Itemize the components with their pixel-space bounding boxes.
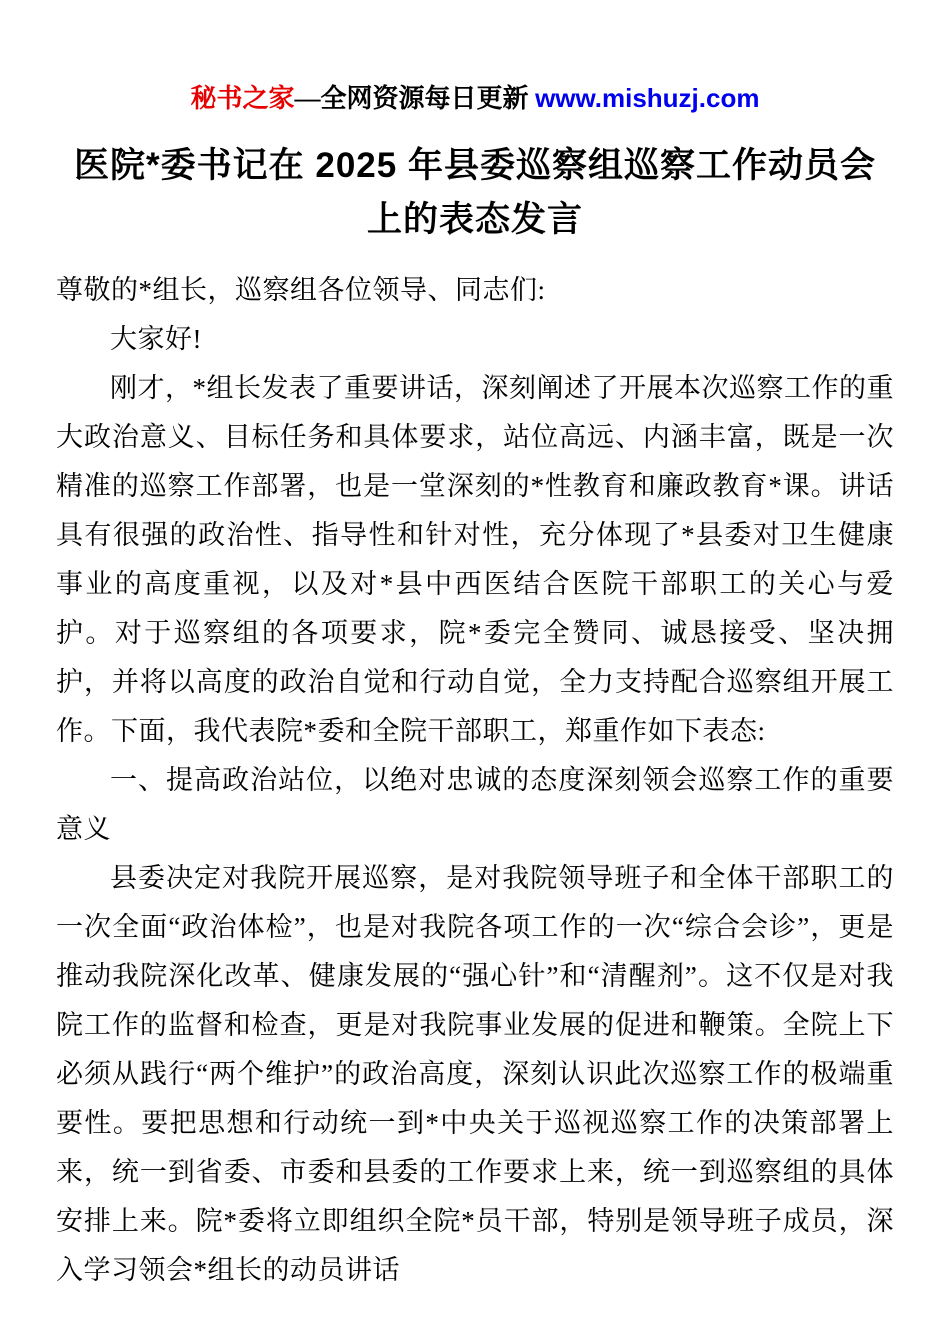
section-heading-1: 一、提高政治站位，以绝对忠诚的态度深刻领会巡察工作的重要意义 — [56, 764, 894, 844]
paragraph-greeting: 大家好! — [110, 323, 202, 354]
paragraph-salutation: 尊敬的*组长，巡察组各位领导、同志们: — [56, 274, 546, 305]
paragraph-body-1: 刚才，*组长发表了重要讲话，深刻阐述了开展本次巡察工作的重大政治意义、目标任务和具体要求，站位高远、内涵丰富，既是一次精准的巡察工作部署，也是一堂深刻的*性教育和廉政教育*课。讲话具有很强的政治性、指导性和针对性，充分体现了*县委对卫生健康事业的高度重视，以及对*县中西医结合医院干部职工的关心与爱护。对于巡察组的各项要求，院*委完全赞同、诚恳接受、坚决拥护，并将以高度的政治自觉和行动自觉，全力支持配合巡察组开展工作。下面，我代表院*委和全院干部职工，郑重作如下表态: — [56, 372, 894, 746]
site-brand: 秘书之家 — [190, 84, 295, 113]
site-url-link[interactable]: www.mishuzj.com — [535, 83, 760, 113]
site-header — [56, 78, 894, 115]
site-tagline: —全网资源每日更新 — [294, 84, 536, 113]
paragraph-body-2: 县委决定对我院开展巡察，是对我院领导班子和全体干部职工的一次全面“政治体检”，也是对我院各项工作的一次“综合会诊”，更是推动我院深化改革、健康发展的“强心针”和“清醒剂”。这不仅是对我院工作的监督和检查，更是对我院事业发展的促进和鞭策。全院上下必须从践行“两个维护”的政治高度，深刻认识此次巡察工作的极端重要性。要把思想和行动统一到*中央关于巡视巡察工作的决策部署上来，统一到省委、市委和县委的工作要求上来，统一到巡察组的具体安排上来。院*委将立即组织全院*员干部，特别是领导班子成员，深入学习领会*组长的动员讲话 — [56, 862, 894, 1285]
document-title: 医院*委书记在 2025 年县委巡察组巡察工作动员会上的表态发言 — [74, 146, 876, 240]
